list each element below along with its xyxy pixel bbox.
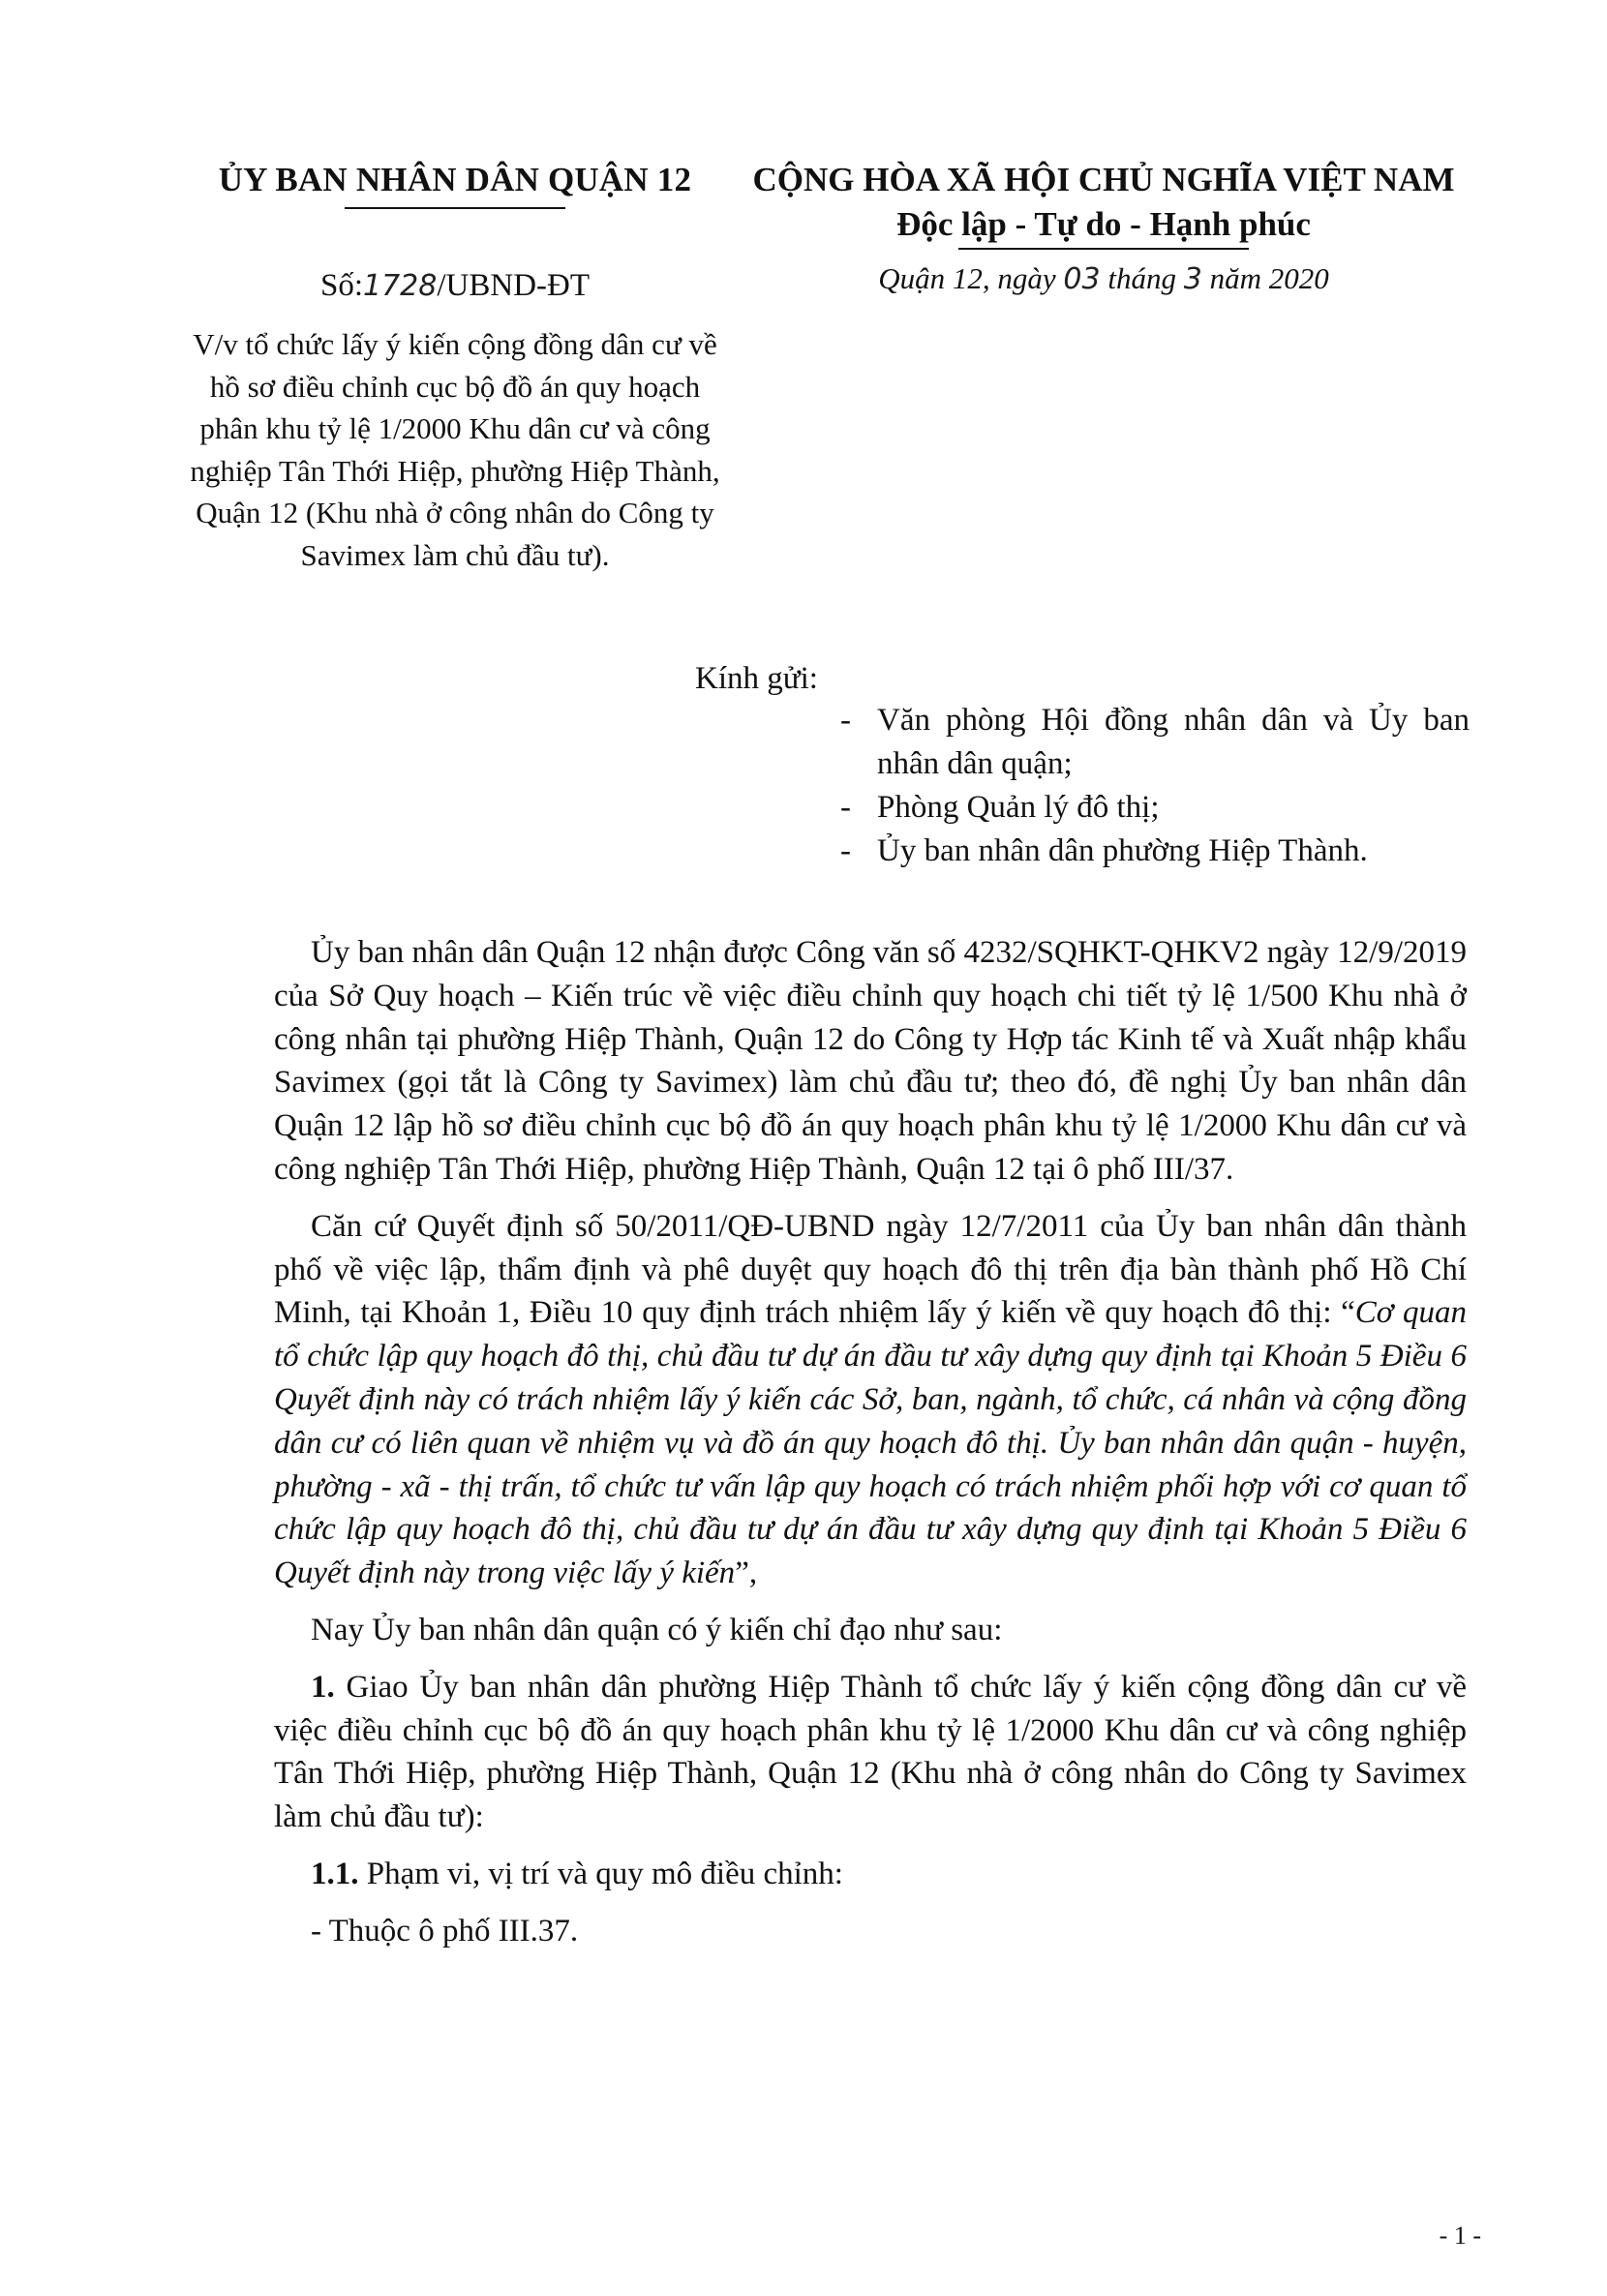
recipient-item: - Phòng Quản lý đô thị; [840, 786, 1470, 830]
document-number-handwritten: 1728 [363, 269, 438, 303]
body-item-bullet: - Thuộc ô phố III.37. [311, 1913, 579, 1949]
date-day-handwritten: 03 [1063, 262, 1101, 296]
item-1-1-number: 1.1. [311, 1856, 359, 1891]
authority-underline [345, 207, 565, 209]
paragraph-2-lead: Căn cứ Quyết định số 50/2011/QĐ-UBND ngày 12/7/2011 của Ủy ban nhân dân thành phố về việc lập, thẩm định và phê duyệt quy hoạch đô thị trên địa bàn thành phố Hồ Chí Minh, tại Khoản 1, Điều 10 quy định trách nhiệm lấy ý kiến về quy hoạch đô thị: “ [274, 1208, 1467, 1331]
national-header-block [731, 157, 1476, 250]
addressee-label: Kính gửi: [695, 661, 818, 696]
document-subject: V/v tổ chức lấy ý kiến cộng đồng dân cư về hồ sơ điều chỉnh cục bộ đồ án quy hoạch phân khu tỷ lệ 1/2000 Khu dân cư và công nghiệp Tân Thới Hiệp, phường Hiệp Thành, Quận 12 (Khu nhà ở công nhân do Công ty Savimex làm chủ đầu tư). [190, 327, 720, 572]
body-paragraph-3: Nay Ủy ban nhân dân quận có ý kiến chỉ đạo như sau: [311, 1612, 1003, 1647]
paragraph-2-end: ”, [735, 1556, 758, 1591]
issuing-authority-block [184, 157, 726, 209]
body-paragraph-2 [274, 1205, 1467, 1595]
recipient-list [840, 699, 1470, 873]
body-item-1-1 [274, 1853, 1467, 1896]
document-number-prefix: Số: [319, 268, 363, 303]
national-motto: Độc lập - Tự do - Hạnh phúc [896, 205, 1311, 243]
national-title: CỘNG HÒA XÃ HỘI CHỦ NGHĨA VIỆT NAM [752, 161, 1455, 198]
page-number: - 1 - [1439, 2221, 1481, 2250]
document-number [184, 263, 726, 309]
date-prefix: Quận 12, ngày [878, 261, 1064, 295]
document-date [731, 257, 1476, 302]
motto-underline [958, 248, 1249, 250]
issuing-authority: ỦY BAN NHÂN DÂN QUẬN 12 [218, 161, 692, 198]
date-mid: tháng [1100, 261, 1184, 295]
item-1-number: 1. [311, 1669, 335, 1705]
recipient-item: - Ủy ban nhân dân phường Hiệp Thành. [840, 830, 1470, 873]
date-month-handwritten: 3 [1183, 262, 1202, 296]
document-body [274, 931, 1467, 1967]
body-item-1 [274, 1666, 1467, 1839]
recipient-item: - Văn phòng Hội đồng nhân dân và Ủy ban nhân dân quận; [840, 699, 1470, 786]
date-suffix: năm 2020 [1201, 261, 1329, 295]
item-1-1-text: Phạm vi, vị trí và quy mô điều chỉnh: [358, 1856, 843, 1891]
paragraph-2-quote: Cơ quan tổ chức lập quy hoạch đô thị, chủ đầu tư dự án đầu tư xây dựng quy định tại Khoản 5 Điều 6 Quyết định này có trách nhiệm lấy ý kiến các Sở, ban, ngành, tổ chức, cá nhân và cộng đồng dân cư có liên quan về nhiệm vụ và đồ án quy hoạch đô thị. Ủy ban nhân dân quận - huyện, phường - xã - thị trấn, tổ chức tư vấn lập quy hoạch có trách nhiệm phối hợp với cơ quan tổ chức lập quy hoạch đô thị, chủ đầu tư dự án đầu tư xây dựng quy định tại Khoản 5 Điều 6 Quyết định này trong việc lấy ý kiến [274, 1295, 1468, 1591]
item-1-text: Giao Ủy ban nhân dân phường Hiệp Thành tổ chức lấy ý kiến cộng đồng dân cư về việc điều chỉnh cục bộ đồ án quy hoạch phân khu tỷ lệ 1/2000 Khu dân cư và công nghiệp Tân Thới Hiệp, phường Hiệp Thành, Quận 12 (Khu nhà ở công nhân do Công ty Savimex làm chủ đầu tư): [274, 1669, 1467, 1835]
document-number-suffix: /UBND-ĐT [437, 268, 591, 303]
body-paragraph-1: Ủy ban nhân dân Quận 12 nhận được Công văn số 4232/SQHKT-QHKV2 ngày 12/9/2019 của Sở Quy hoạch – Kiến trúc về việc điều chỉnh quy hoạch chi tiết tỷ lệ 1/500 Khu nhà ở công nhân tại phường Hiệp Thành, Quận 12 do Công ty Hợp tác Kinh tế và Xuất nhập khẩu Savimex (gọi tắt là Công ty Savimex) làm chủ đầu tư; theo đó, đề nghị Ủy ban nhân dân Quận 12 lập hồ sơ điều chỉnh cục bộ đồ án quy hoạch phân khu tỷ lệ 1/2000 Khu dân cư và công nghiệp Tân Thới Hiệp, phường Hiệp Thành, Quận 12 tại ô phố III/37. [274, 935, 1467, 1187]
